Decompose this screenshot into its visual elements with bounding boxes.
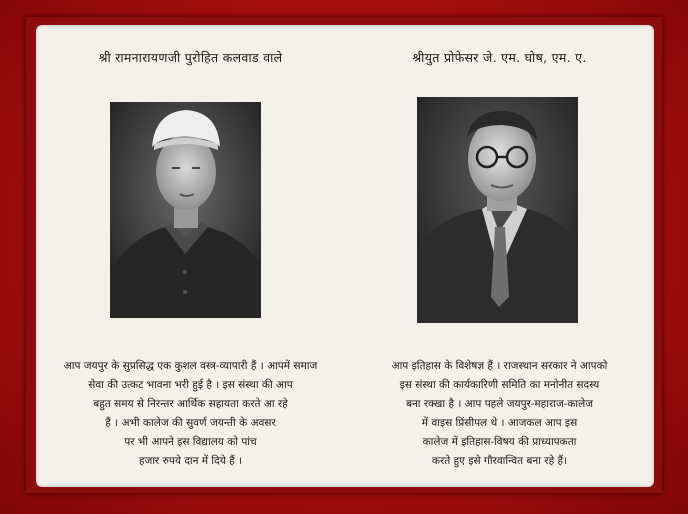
left-desc-line: हजार रुपये दान में दिये हैं । bbox=[138, 455, 243, 467]
left-desc-line: पर भी आपने इस विद्यालय को पांच bbox=[124, 436, 257, 448]
right-description bbox=[355, 357, 644, 471]
right-caption: श्रीयुत प्रोफेसर जे. एम. घोष, एम. ए. bbox=[412, 50, 587, 65]
right-desc-line: आप इतिहास के विशेषज्ञ हैं । राजस्थान सरकार ने आपको bbox=[391, 360, 608, 372]
left-caption: श्री रामनारायणजी पुरोहित कलवाड वाले bbox=[98, 50, 283, 65]
right-desc-line: बना रक्खा है । आप पहले जयपुर-महाराज-कालेज bbox=[405, 398, 594, 410]
left-desc-line: हैं । अभी कालेज की सुवर्ण जयन्ती के अवसर bbox=[105, 417, 276, 429]
left-desc-line: बहुत समय से निरन्तर आर्थिक सहायता करते आ रहे bbox=[93, 398, 288, 410]
right-desc-line: में वाइस प्रिंसीपल थे । आजकल आप इस bbox=[421, 417, 578, 429]
portrait-photo-turban-man bbox=[110, 102, 261, 318]
left-column bbox=[36, 25, 345, 487]
left-description bbox=[46, 357, 335, 471]
right-desc-line: इस संस्था की कार्यकारिणी समिति का मनोनीत सदस्य bbox=[399, 379, 600, 391]
portrait-photo-man-with-glasses bbox=[417, 97, 578, 323]
right-column bbox=[345, 25, 654, 487]
left-desc-line: आप जयपुर के सुप्रसिद्ध एक कुशल वस्त्र-व्यापारी हैं । आपमें समाज bbox=[63, 360, 318, 372]
right-desc-line: करते हुए इसे गौरवान्वित बना रहे हैं। bbox=[431, 455, 568, 467]
right-desc-line: कालेज में इतिहास-विषय की प्राध्यापकता bbox=[422, 436, 577, 448]
left-desc-line: सेवा की उत्कट भावना भरी हुई है । इस संस्था की आप bbox=[88, 379, 293, 391]
document-page bbox=[36, 25, 654, 487]
